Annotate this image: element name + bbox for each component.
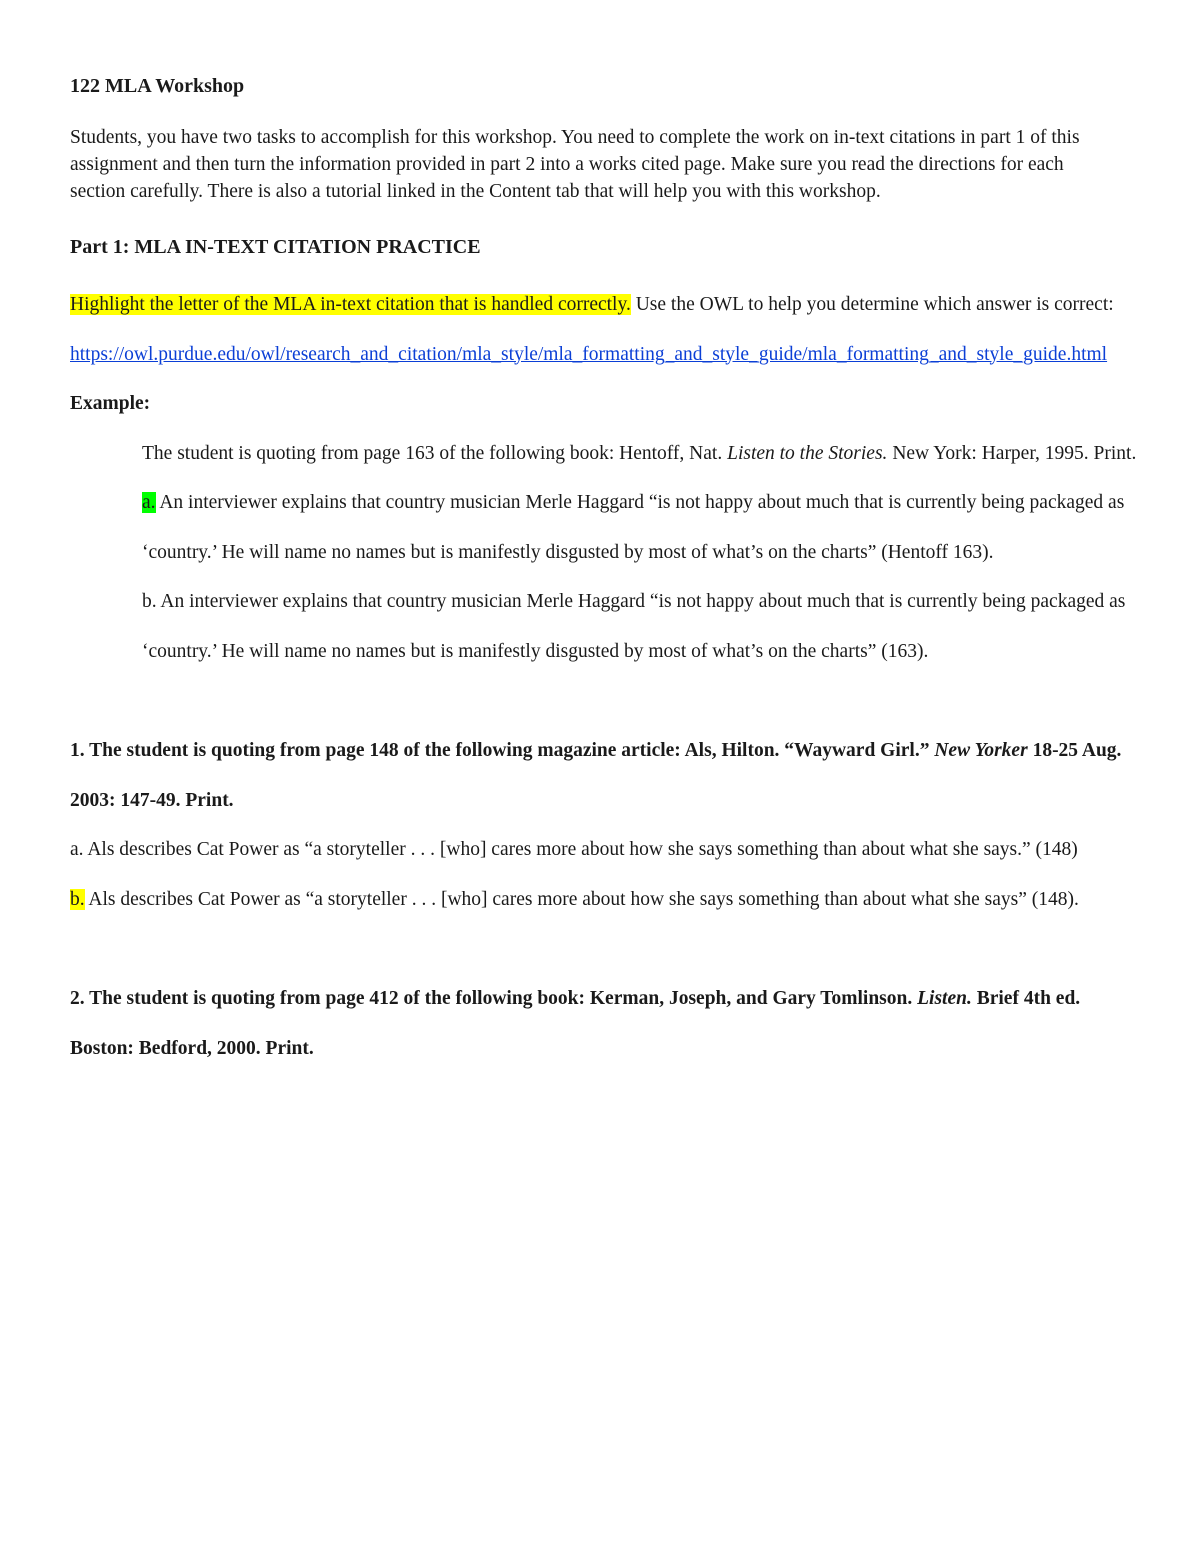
example-label: Example: <box>70 393 151 414</box>
owl-link[interactable]: https://owl.purdue.edu/owl/research_and_citation/mla_style/mla_formatting_and_style_guide/mla_formatting_and_style_guide.html <box>70 343 1108 365</box>
question2-prompt <box>70 974 1140 1073</box>
question1-option-b <box>70 875 1140 925</box>
question1-prompt-prefix: 1. The student is quoting from page 148 of the following magazine article: Als, Hilton. “Wayward Girl.” <box>70 740 935 761</box>
question1-option-a: a. Als describes Cat Power as “a storyteller . . . [who] cares more about how she says something than about what she says.” (148) <box>70 839 1078 860</box>
directions-rest: Use the OWL to help you determine which answer is correct: <box>630 294 1114 315</box>
owl-link-paragraph <box>70 330 1140 380</box>
example-option-a-text: An interviewer explains that country musician Merle Haggard “is not happy about much that is currently being packaged as ‘country.’ He will name no names but is manifestly disgusted by most of what’s on the charts” (Hentoff 163). <box>142 492 1125 563</box>
spacer <box>70 676 1140 726</box>
spacer <box>70 924 1140 974</box>
question2-prompt-prefix: 2. The student is quoting from page 412 of the following book: Kerman, Joseph, and Gary Tomlinson. <box>70 988 918 1009</box>
example-option-a-letter: a. <box>142 492 156 513</box>
question1-prompt-italic: New Yorker <box>934 740 1028 761</box>
directions-highlight: Highlight the letter of the MLA in-text citation that is handled correctly. <box>70 294 631 315</box>
part1-heading: Part 1: MLA IN-TEXT CITATION PRACTICE <box>70 236 481 258</box>
intro-paragraph: Students, you have two tasks to accomplish for this workshop. You need to complete the work on in-text citations in part 1 of this assignment and then turn the information provided in part 2 into a works cited page. Make sure you read the directions for each section carefully. There is also a tutorial linked in the Content tab that will help you with this workshop. <box>70 127 1080 202</box>
document-page <box>70 72 1140 1073</box>
example-source-suffix: New York: Harper, 1995. Print. <box>887 442 1137 464</box>
example-option-b: b. An interviewer explains that country musician Merle Haggard “is not happy about much that is currently being packaged as ‘country.’ He will name no names but is manifestly disgusted by most of what’s on the charts” (163). <box>142 591 1126 662</box>
question2-prompt-suffix: Brief 4th ed. Boston: Bedford, 2000. Print. <box>70 988 1081 1059</box>
document-title: 122 MLA Workshop <box>70 75 245 97</box>
question1-option-b-letter: b. <box>70 888 85 910</box>
example-option-a <box>70 478 1140 577</box>
example-source-title: Listen to the Stories. <box>727 442 888 464</box>
directions-paragraph <box>70 280 1140 330</box>
question1-option-b-text: Als describes Cat Power as “a storyteller . . . [who] cares more about how she says something than about what she says” (148). <box>84 888 1079 910</box>
example-source-prefix: The student is quoting from page 163 of the following book: Hentoff, Nat. <box>142 442 728 464</box>
question2-prompt-italic: Listen. <box>917 988 972 1009</box>
example-source <box>70 429 1140 479</box>
question1-prompt <box>70 726 1140 825</box>
question1-prompt-suffix: 18-25 Aug. 2003: 147-49. Print. <box>70 740 1122 811</box>
